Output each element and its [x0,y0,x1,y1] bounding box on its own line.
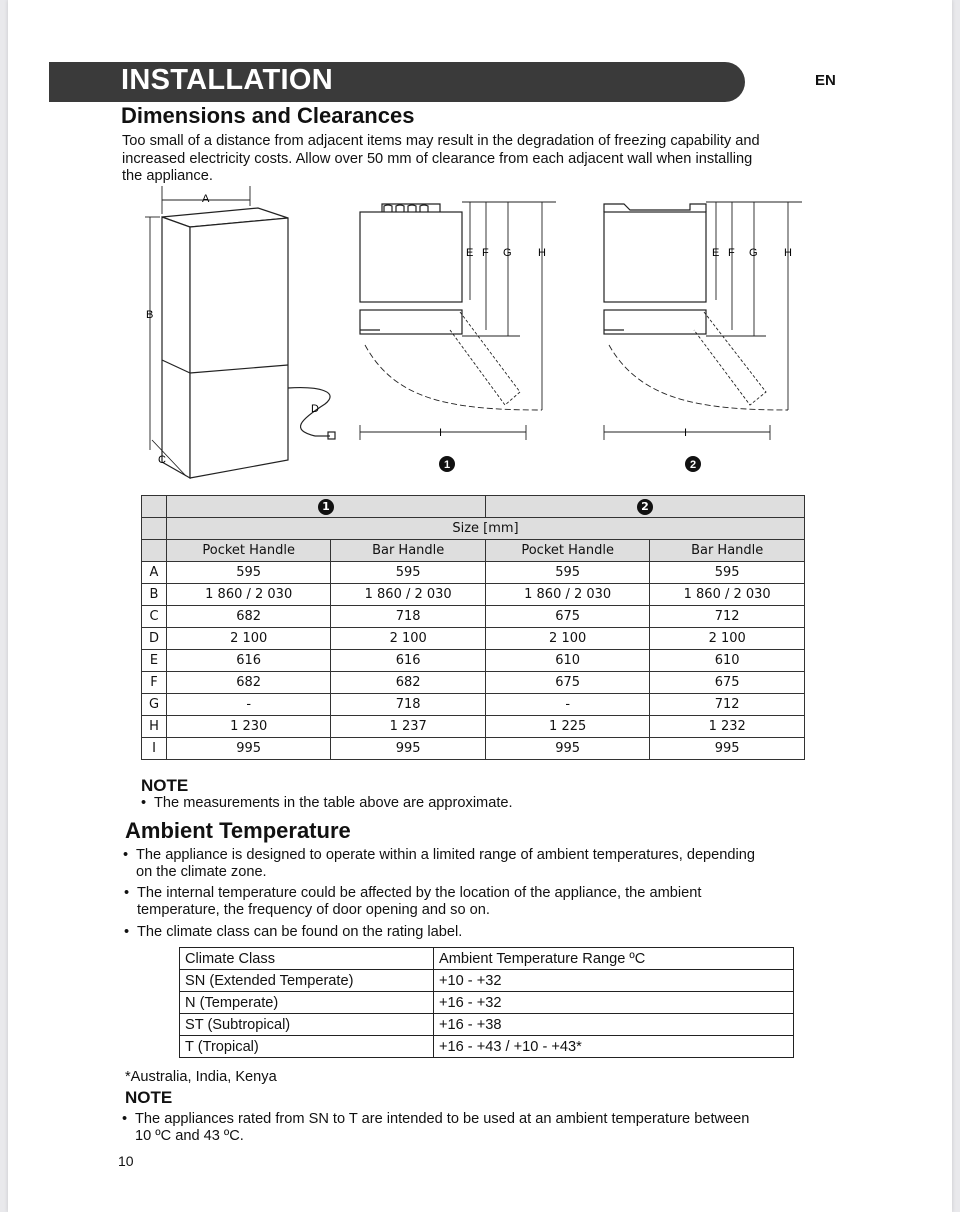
fridge-isometric-illustration [162,208,335,478]
table-cell: 1 232 [650,716,805,738]
table-row [180,992,794,1014]
dimension-diagrams [0,0,960,490]
label-h2: H [784,247,792,259]
label-c: C [158,454,166,466]
note-2-heading: NOTE [125,1088,173,1107]
group-1-header [167,496,486,518]
table-cell: 675 [650,672,805,694]
table-cell: 2 100 [650,628,805,650]
row-label: F [142,672,167,694]
bullet-line: on the climate zone. [136,864,267,880]
column-header: Bar Handle [650,540,805,562]
table-row [142,694,805,716]
table-cell: 616 [331,650,486,672]
label-i1: I [439,427,443,439]
label-g2: G [749,247,758,259]
temperature-range-cell: +16 - +32 [434,992,794,1014]
table-cell: 1 225 [485,716,649,738]
climate-class-cell: ST (Subtropical) [180,1014,434,1036]
column-header: Pocket Handle [167,540,331,562]
intro-line: the appliance. [122,168,213,184]
table-row [142,562,805,584]
group-2-badge: 2 [637,499,653,515]
bullet-line: The internal temperature could be affected by the location of the appliance, the ambient [137,885,702,901]
bullet-line: The appliance is designed to operate within a limited range of ambient temperatures, depending [136,847,756,863]
page-number: 10 [118,1153,134,1169]
dimensions-table [141,495,805,760]
table-cell: 1 237 [331,716,486,738]
table-cell: 595 [485,562,649,584]
row-label: D [142,628,167,650]
table-cell: 995 [485,738,649,760]
note-bullet [141,795,841,812]
table-cell: 616 [167,650,331,672]
label-d: D [311,403,319,415]
table-group-row [142,496,805,518]
table-cell: 1 860 / 2 030 [485,584,649,606]
temperature-range-cell: +10 - +32 [434,970,794,992]
label-e1: E [466,247,474,259]
label-a: A [202,193,210,205]
row-label: C [142,606,167,628]
table-cell: 1 860 / 2 030 [650,584,805,606]
table-row [180,1036,794,1058]
row-label: I [142,738,167,760]
ambient-heading: Ambient Temperature [125,818,351,843]
table-cell: 2 100 [485,628,649,650]
note-heading: NOTE [141,776,189,795]
dimensions-heading: Dimensions and Clearances [121,103,415,128]
table-cell: 2 100 [331,628,486,650]
table-cell: 595 [650,562,805,584]
climate-class-cell: N (Temperate) [180,992,434,1014]
table-cell: 675 [485,672,649,694]
bullet-dot: • [141,795,147,811]
climate-class-cell: T (Tropical) [180,1036,434,1058]
row-label: A [142,562,167,584]
table-cell: 682 [331,672,486,694]
bullet-line: The appliances rated from SN to T are intended to be used at an ambient temperature between [135,1111,750,1127]
climate-class-cell: SN (Extended Temperate) [180,970,434,992]
side-view-1-illustration [360,204,462,334]
label-b: B [146,309,154,321]
label-h1: H [538,247,546,259]
table-column-headers [142,540,805,562]
column-header: Bar Handle [331,540,486,562]
row-label: H [142,716,167,738]
intro-line: increased electricity costs. Allow over 50 mm of clearance from each adjacent wall when installing [122,150,753,167]
table-cell: 682 [167,606,331,628]
note-2-bullet: • The appliances rated from SN to T are intended to be used at an ambient temperature between 10 ºC and 43 ºC. [122,1111,852,1145]
climate-header-range: Ambient Temperature Range ºC [434,948,794,970]
note-text: The measurements in the table above are approximate. [154,795,513,811]
table-cell: 1 860 / 2 030 [331,584,486,606]
table-cell: 995 [167,738,331,760]
climate-header-class: Climate Class [180,948,434,970]
side-view-2-illustration [604,204,706,334]
table-cell: 712 [650,606,805,628]
table-cell: 995 [331,738,486,760]
table-cell: 595 [167,562,331,584]
table-row [142,738,805,760]
table-cell: 675 [485,606,649,628]
climate-class-table [179,947,794,1058]
row-label: B [142,584,167,606]
table-row [142,672,805,694]
table-cell: 610 [650,650,805,672]
table-cell: 595 [331,562,486,584]
table-cell: 995 [650,738,805,760]
column-header: Pocket Handle [485,540,649,562]
climate-table-header [180,948,794,970]
table-cell: 610 [485,650,649,672]
table-cell: 1 230 [167,716,331,738]
label-g1: G [503,247,512,259]
climate-table-body [180,970,794,1058]
language-label: EN [815,72,836,89]
table-cell: 712 [650,694,805,716]
table-cell: 718 [331,606,486,628]
temperature-range-cell: +16 - +43 / +10 - +43* [434,1036,794,1058]
label-i2: I [684,427,688,439]
view-2-badge-number: 2 [689,459,697,471]
group-1-badge: 1 [318,499,334,515]
table-row [142,584,805,606]
label-f1: F [482,247,489,259]
table-row [142,650,805,672]
row-label: G [142,694,167,716]
temperature-range-cell: +16 - +38 [434,1014,794,1036]
group-2-header [485,496,804,518]
table-row [142,716,805,738]
bullet-line: The climate class can be found on the rating label. [137,924,463,940]
table-cell: 1 860 / 2 030 [167,584,331,606]
ambient-bullet-1: • The appliance is designed to operate within a limited range of ambient temperatures, depending on the climate zone. [123,847,843,881]
bullet-line: temperature, the frequency of door opening and so on. [137,902,490,918]
table-cell: - [485,694,649,716]
table-row [180,970,794,992]
bullet-line: 10 ºC and 43 ºC. [135,1128,244,1144]
label-f2: F [728,247,735,259]
row-label: E [142,650,167,672]
table-size-row [142,518,805,540]
table-row [180,1014,794,1036]
footnote: *Australia, India, Kenya [125,1069,277,1085]
table-row [142,606,805,628]
intro-line: Too small of a distance from adjacent items may result in the degradation of freezing capability and [122,133,760,149]
table-cell: - [167,694,331,716]
ambient-bullet-2: • The internal temperature could be affected by the location of the appliance, the ambient temperature, the frequency of door opening and so on. [124,885,844,919]
section-title: INSTALLATION [121,64,333,96]
size-header: Size [mm] [167,518,805,540]
table-cell: 2 100 [167,628,331,650]
table-row [142,628,805,650]
ambient-bullet-3: • The climate class can be found on the rating label. [124,924,844,941]
view-1-badge-number: 1 [443,459,451,471]
dimensions-table-body [142,562,805,760]
table-cell: 682 [167,672,331,694]
label-e2: E [712,247,720,259]
table-cell: 718 [331,694,486,716]
